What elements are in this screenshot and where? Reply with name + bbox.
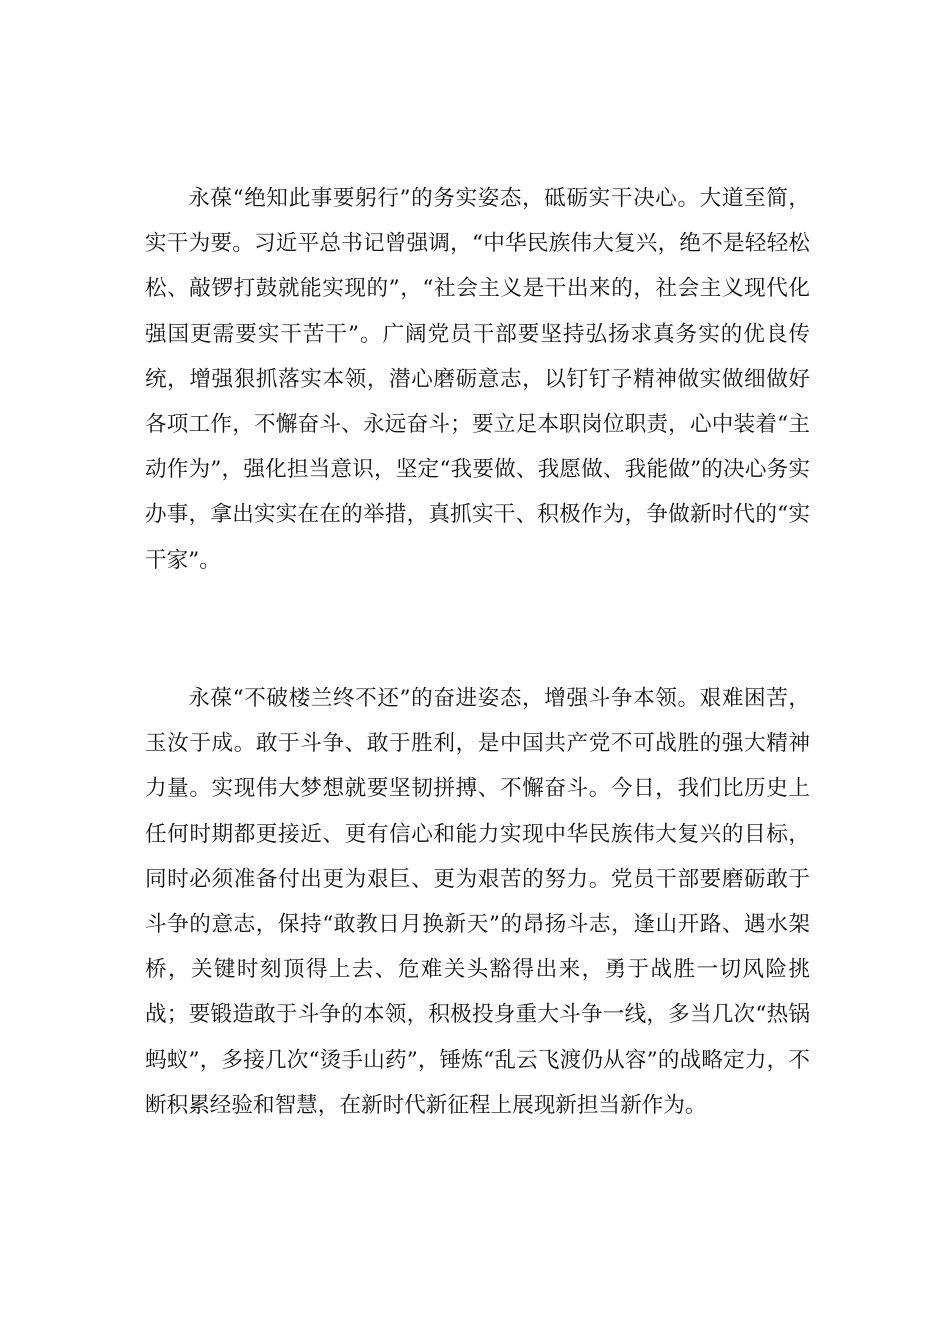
paragraph-practical-attitude: 永葆“绝知此事要躬行”的务实姿态，砥砺实干决心。大道至简，实干为要。习近平总书记曾强调，“中华民族伟大复兴，绝不是轻轻松松、敲锣打鼓就能实现的”，“社会主义是干出来的，社会主义现代化强国更需要实干苦干”。广阔党员干部要坚持弘扬求真务实的优良传统，增强狠抓落实本领，潜心磨砺意志，以钉钉子精神做实做细做好各项工作，不懈奋斗、永远奋斗；要立足本职岗位职责，心中装着“主动作为”，强化担当意识，坚定“我要做、我愿做、我能做”的决心务实办事，拿出实实在在的举措，真抓实干、积极作为，争做新时代的“实干家”。	[145, 186, 810, 573]
paragraph-struggle-attitude: 永葆“不破楼兰终不还”的奋进姿态，增强斗争本领。艰难困苦，玉汝于成。敢于斗争、敢于胜利，是中国共产党不可战胜的强大精神力量。实现伟大梦想就要坚韧拼搏、不懈奋斗。今日，我们比历史上任何时期都更接近、更有信心和能力实现中华民族伟大复兴的目标，同时必须准备付出更为艰巨、更为艰苦的努力。党员干部要磨砺敢于斗争的意志，保持“敢教日月换新天”的昂扬斗志，逢山开路、遇水架桥，关键时刻顶得上去、危难关头豁得出来，勇于战胜一切风险挑战；要锻造敢于斗争的本领，积极投身重大斗争一线，多当几次“热锅蚂蚁”，多接几次“烫手山药”，锤炼“乱云飞渡仍从容”的战略定力，不断积累经验和智慧，在新时代新征程上展现新担当新作为。	[145, 686, 810, 1118]
